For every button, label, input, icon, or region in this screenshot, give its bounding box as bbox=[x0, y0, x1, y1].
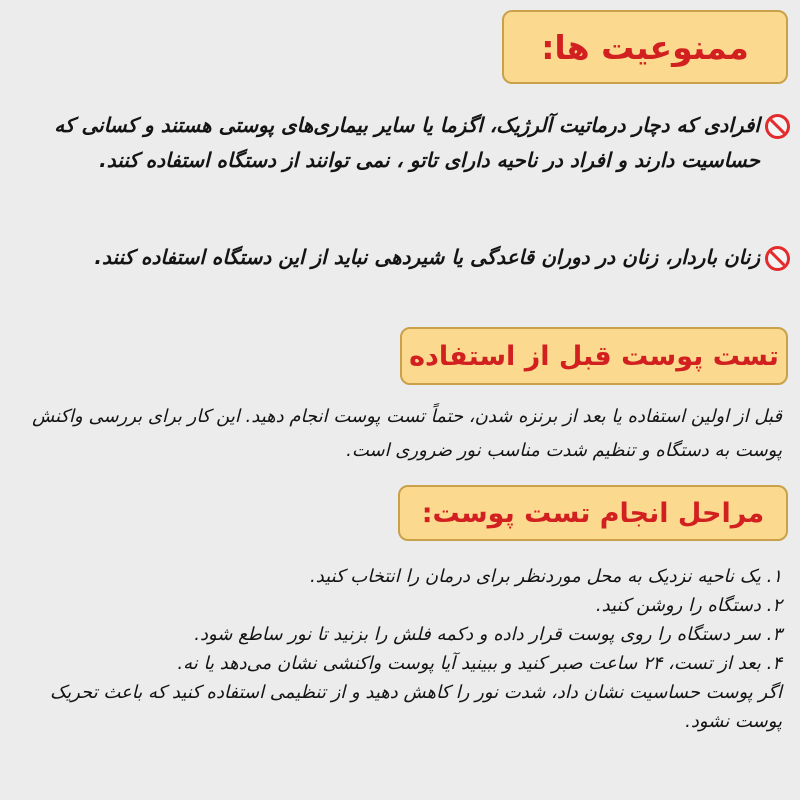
steps-list bbox=[16, 562, 782, 736]
restrictions-title: ممنوعیت ها: bbox=[502, 10, 788, 84]
no-entry-icon bbox=[765, 246, 790, 271]
no-entry-icon bbox=[765, 114, 790, 139]
restriction-item-text: زنان باردار، زنان در دوران قاعدگی یا شیردهی نباید از این دستگاه استفاده کنند. bbox=[94, 245, 760, 269]
skin-test-title: تست پوست قبل از استفاده bbox=[400, 327, 788, 385]
restriction-item bbox=[40, 240, 760, 275]
step-item: ۳. سر دستگاه را روی پوست قرار داده و دکمه فلش را بزنید تا نور ساطع شود. bbox=[194, 624, 782, 645]
step-item: ۱. یک ناحیه نزدیک به محل موردنظر برای درمان را انتخاب کنید. bbox=[309, 566, 782, 587]
skin-test-paragraph: قبل از اولین استفاده یا بعد از برنزه شدن، حتماً تست پوست انجام دهید. این کار برای بررسی واکنش پوست به دستگاه و تنظیم شدت مناسب نور ضروری است. bbox=[32, 406, 782, 461]
restriction-item-text: افرادی که دچار درماتیت آلرژیک، اگزما یا سایر بیماری‌های پوستی هستند و کسانی که حساسیت دارند و افراد در ناحیه دارای تاتو ، نمی توانند از دستگاه استفاده کنند. bbox=[54, 113, 760, 172]
step-item: ۲. دستگاه را روشن کنید. bbox=[595, 595, 782, 616]
step-item: اگر پوست حساسیت نشان داد، شدت نور را کاهش دهید و از تنظیمی استفاده کنید که باعث تحریک پوست نشود. bbox=[49, 682, 782, 732]
steps-title: مراحل انجام تست پوست: bbox=[398, 485, 788, 541]
restriction-item bbox=[40, 108, 760, 178]
step-item: ۴. بعد از تست، ۲۴ ساعت صبر کنید و ببینید آیا پوست واکنشی نشان می‌دهد یا نه. bbox=[177, 653, 782, 674]
